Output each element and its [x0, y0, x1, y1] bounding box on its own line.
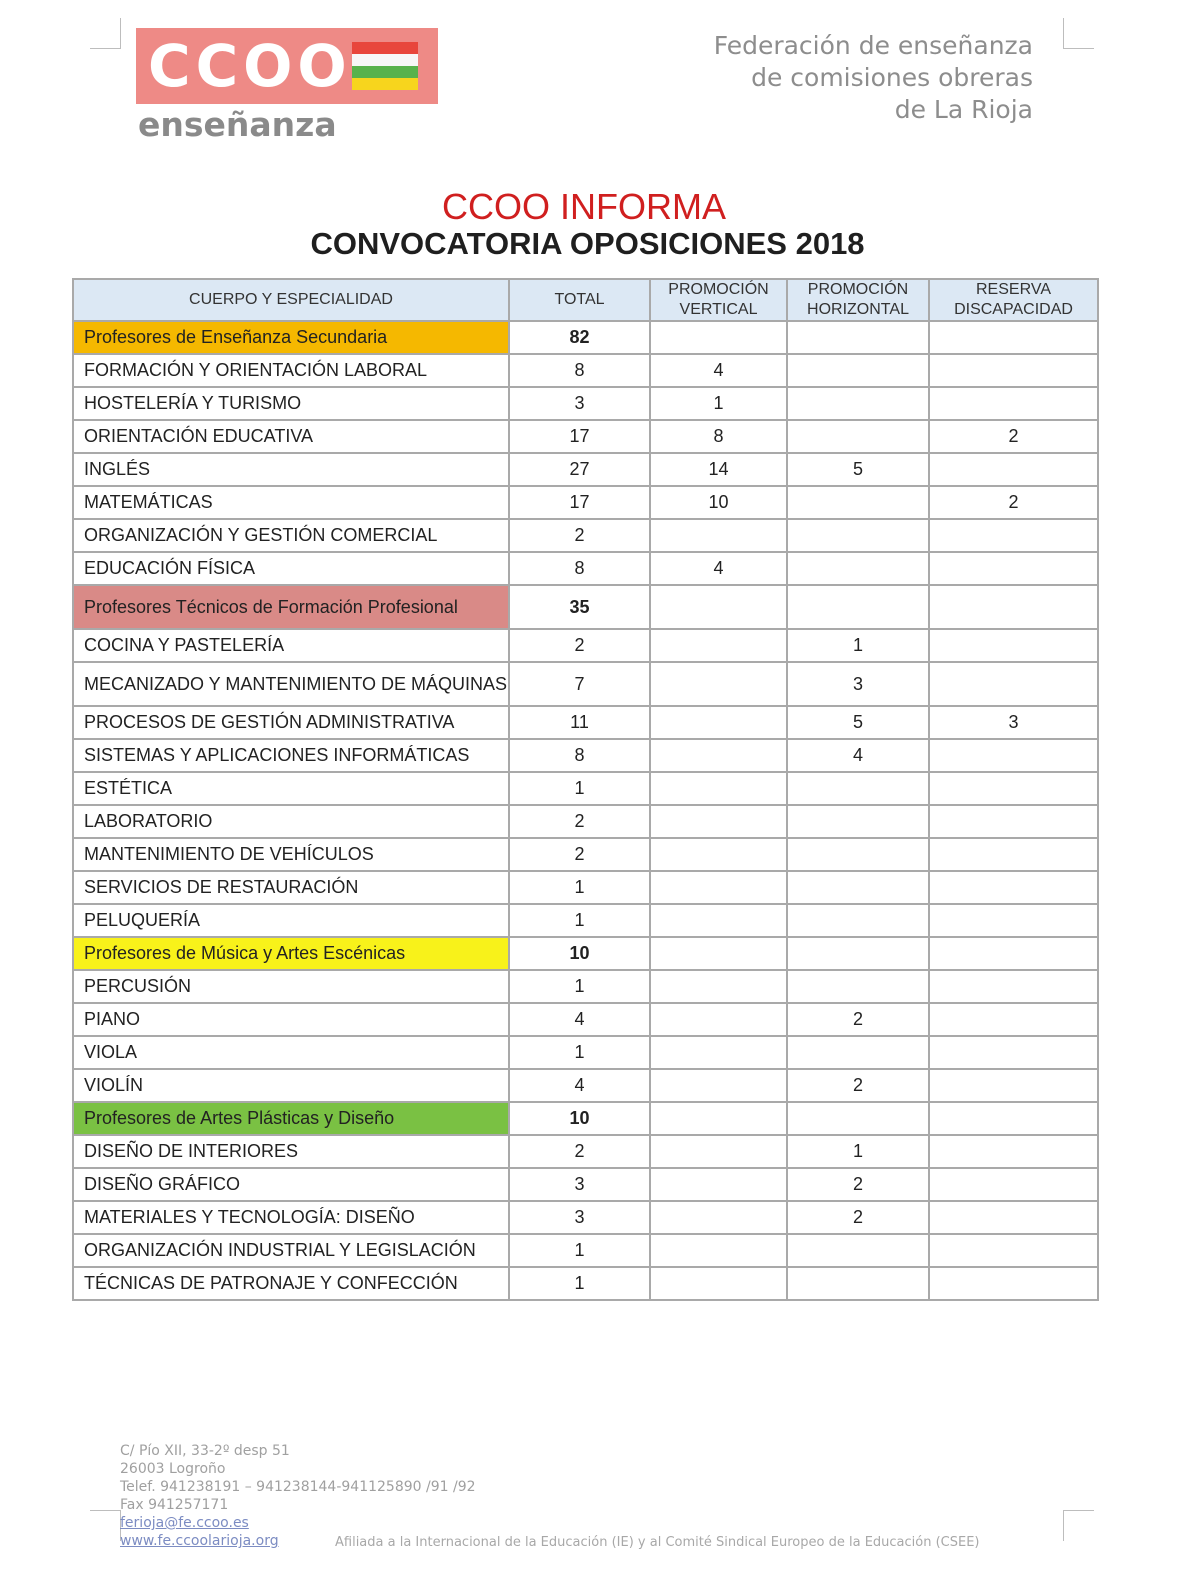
crop-mark-top-left	[90, 18, 121, 49]
cell-especialidad: ORGANIZACIÓN INDUSTRIAL Y LEGISLACIÓN	[73, 1234, 509, 1267]
footer-website-link[interactable]: www.fe.ccoolarioja.org	[120, 1533, 279, 1549]
cell-total: 2	[509, 629, 650, 662]
cell-promocion-vertical	[650, 585, 787, 629]
table-row	[73, 387, 1098, 420]
footer-address-line: C/ Pío XII, 33-2º desp 51	[120, 1443, 290, 1459]
cell-reserva-discapacidad	[929, 772, 1098, 805]
table-row	[73, 1168, 1098, 1201]
cell-reserva-discapacidad	[929, 937, 1098, 970]
oposiciones-table	[72, 278, 1099, 1301]
table-row	[73, 1201, 1098, 1234]
cell-promocion-horizontal	[787, 321, 929, 354]
cell-especialidad: Profesores de Enseñanza Secundaria	[73, 321, 509, 354]
cell-promocion-vertical	[650, 739, 787, 772]
cell-especialidad: PIANO	[73, 1003, 509, 1036]
cell-promocion-vertical	[650, 1135, 787, 1168]
flag-stripe	[352, 66, 418, 78]
table-group-row	[73, 937, 1098, 970]
cell-reserva-discapacidad	[929, 904, 1098, 937]
cell-total: 1	[509, 1267, 650, 1300]
footer-phone: Telef. 941238191 – 941238144-941125890 /91 /92	[120, 1479, 476, 1495]
cell-total: 4	[509, 1003, 650, 1036]
cell-promocion-horizontal	[787, 838, 929, 871]
cell-total: 17	[509, 420, 650, 453]
footer-email-link[interactable]: ferioja@fe.ccoo.es	[120, 1515, 249, 1531]
cell-total: 27	[509, 453, 650, 486]
cell-promocion-horizontal	[787, 1267, 929, 1300]
header-promocion-horizontal: PROMOCIÓN HORIZONTAL	[787, 279, 929, 321]
cell-reserva-discapacidad	[929, 871, 1098, 904]
cell-promocion-horizontal	[787, 387, 929, 420]
cell-promocion-vertical	[650, 1003, 787, 1036]
cell-reserva-discapacidad	[929, 1234, 1098, 1267]
cell-promocion-horizontal	[787, 970, 929, 1003]
header-especialidad: CUERPO Y ESPECIALIDAD	[73, 279, 509, 321]
cell-promocion-horizontal	[787, 420, 929, 453]
cell-especialidad: VIOLA	[73, 1036, 509, 1069]
cell-promocion-vertical	[650, 662, 787, 706]
cell-reserva-discapacidad	[929, 585, 1098, 629]
cell-especialidad: MATEMÁTICAS	[73, 486, 509, 519]
table-row	[73, 1135, 1098, 1168]
logo-text: CCOO	[148, 32, 352, 100]
cell-total: 17	[509, 486, 650, 519]
cell-promocion-horizontal	[787, 772, 929, 805]
header-reserva-discapacidad: RESERVA DISCAPACIDAD	[929, 279, 1098, 321]
cell-promocion-horizontal: 5	[787, 453, 929, 486]
cell-total: 11	[509, 706, 650, 739]
footer-affiliation: Afiliada a la Internacional de la Educación (IE) y al Comité Sindical Europeo de la Educación (CSEE)	[335, 1535, 980, 1550]
cell-total: 3	[509, 1168, 650, 1201]
cell-promocion-horizontal	[787, 937, 929, 970]
table-row	[73, 904, 1098, 937]
cell-total: 4	[509, 1069, 650, 1102]
cell-promocion-vertical	[650, 1234, 787, 1267]
cell-reserva-discapacidad	[929, 1003, 1098, 1036]
cell-especialidad: HOSTELERÍA Y TURISMO	[73, 387, 509, 420]
cell-promocion-horizontal	[787, 519, 929, 552]
cell-reserva-discapacidad: 2	[929, 486, 1098, 519]
table-row	[73, 354, 1098, 387]
cell-promocion-horizontal: 5	[787, 706, 929, 739]
cell-total: 10	[509, 937, 650, 970]
table-row	[73, 519, 1098, 552]
cell-especialidad: MANTENIMIENTO DE VEHÍCULOS	[73, 838, 509, 871]
cell-promocion-vertical	[650, 629, 787, 662]
cell-promocion-horizontal: 3	[787, 662, 929, 706]
cell-promocion-horizontal	[787, 1036, 929, 1069]
cell-promocion-vertical	[650, 838, 787, 871]
cell-promocion-vertical	[650, 871, 787, 904]
crop-mark-top-right	[1063, 18, 1094, 49]
cell-especialidad: LABORATORIO	[73, 805, 509, 838]
flag-stripe	[352, 54, 418, 66]
cell-reserva-discapacidad	[929, 662, 1098, 706]
table-row	[73, 706, 1098, 739]
cell-total: 2	[509, 519, 650, 552]
cell-promocion-vertical: 4	[650, 552, 787, 585]
table-header-row	[73, 279, 1098, 321]
cell-especialidad: Profesores de Música y Artes Escénicas	[73, 937, 509, 970]
cell-especialidad: DISEÑO GRÁFICO	[73, 1168, 509, 1201]
flag-stripe	[352, 42, 418, 54]
cell-promocion-vertical: 4	[650, 354, 787, 387]
table-group-row	[73, 321, 1098, 354]
cell-reserva-discapacidad	[929, 838, 1098, 871]
cell-total: 3	[509, 387, 650, 420]
cell-total: 2	[509, 805, 650, 838]
cell-promocion-vertical	[650, 772, 787, 805]
footer-address-line: 26003 Logroño	[120, 1461, 226, 1477]
cell-reserva-discapacidad	[929, 739, 1098, 772]
cell-promocion-horizontal	[787, 486, 929, 519]
logo-subtitle: enseñanza	[138, 105, 337, 144]
cell-reserva-discapacidad	[929, 1102, 1098, 1135]
cell-reserva-discapacidad	[929, 321, 1098, 354]
cell-especialidad: ORIENTACIÓN EDUCATIVA	[73, 420, 509, 453]
cell-especialidad: COCINA Y PASTELERÍA	[73, 629, 509, 662]
table-row	[73, 486, 1098, 519]
cell-promocion-horizontal: 2	[787, 1168, 929, 1201]
cell-especialidad: VIOLÍN	[73, 1069, 509, 1102]
cell-promocion-vertical	[650, 937, 787, 970]
cell-total: 8	[509, 354, 650, 387]
cell-especialidad: ORGANIZACIÓN Y GESTIÓN COMERCIAL	[73, 519, 509, 552]
cell-total: 7	[509, 662, 650, 706]
cell-total: 1	[509, 1036, 650, 1069]
cell-promocion-vertical: 14	[650, 453, 787, 486]
crop-mark-bottom-right	[1063, 1510, 1094, 1541]
cell-promocion-horizontal: 2	[787, 1003, 929, 1036]
cell-promocion-vertical: 10	[650, 486, 787, 519]
cell-promocion-vertical	[650, 904, 787, 937]
cell-promocion-vertical	[650, 1267, 787, 1300]
cell-total: 2	[509, 838, 650, 871]
flag-stripe	[352, 78, 418, 90]
cell-promocion-horizontal	[787, 805, 929, 838]
cell-promocion-horizontal: 1	[787, 629, 929, 662]
cell-promocion-vertical: 1	[650, 387, 787, 420]
table-row	[73, 453, 1098, 486]
cell-reserva-discapacidad: 3	[929, 706, 1098, 739]
cell-total: 1	[509, 772, 650, 805]
cell-total: 1	[509, 1234, 650, 1267]
cell-promocion-horizontal	[787, 354, 929, 387]
table-row	[73, 662, 1098, 706]
cell-especialidad: EDUCACIÓN FÍSICA	[73, 552, 509, 585]
cell-promocion-vertical	[650, 1102, 787, 1135]
table-group-row	[73, 585, 1098, 629]
table-row	[73, 772, 1098, 805]
cell-reserva-discapacidad	[929, 519, 1098, 552]
cell-reserva-discapacidad	[929, 1267, 1098, 1300]
cell-total: 8	[509, 739, 650, 772]
cell-especialidad: PELUQUERÍA	[73, 904, 509, 937]
cell-reserva-discapacidad	[929, 453, 1098, 486]
cell-total: 10	[509, 1102, 650, 1135]
cell-especialidad: SISTEMAS Y APLICACIONES INFORMÁTICAS	[73, 739, 509, 772]
cell-promocion-horizontal	[787, 904, 929, 937]
table-row	[73, 552, 1098, 585]
cell-promocion-vertical: 8	[650, 420, 787, 453]
cell-especialidad: TÉCNICAS DE PATRONAJE Y CONFECCIÓN	[73, 1267, 509, 1300]
cell-especialidad: INGLÉS	[73, 453, 509, 486]
header-promocion-vertical: PROMOCIÓN VERTICAL	[650, 279, 787, 321]
cell-especialidad: ESTÉTICA	[73, 772, 509, 805]
federation-line: de comisiones obreras	[751, 63, 1033, 92]
cell-promocion-horizontal	[787, 585, 929, 629]
cell-reserva-discapacidad	[929, 1036, 1098, 1069]
cell-promocion-vertical	[650, 321, 787, 354]
table-row	[73, 871, 1098, 904]
page-subtitle: CONVOCATORIA OPOSICIONES 2018	[310, 226, 865, 261]
cell-promocion-horizontal: 4	[787, 739, 929, 772]
federation-line: de La Rioja	[894, 95, 1033, 124]
cell-especialidad: MATERIALES Y TECNOLOGÍA: DISEÑO	[73, 1201, 509, 1234]
cell-especialidad: FORMACIÓN Y ORIENTACIÓN LABORAL	[73, 354, 509, 387]
table-row	[73, 1234, 1098, 1267]
cell-reserva-discapacidad	[929, 1201, 1098, 1234]
cell-total: 1	[509, 871, 650, 904]
page-title: CCOO INFORMA	[442, 186, 726, 227]
cell-especialidad: MECANIZADO Y MANTENIMIENTO DE MÁQUINAS	[73, 662, 509, 706]
cell-reserva-discapacidad: 2	[929, 420, 1098, 453]
cell-promocion-horizontal	[787, 552, 929, 585]
cell-total: 82	[509, 321, 650, 354]
federation-name	[714, 30, 1033, 126]
cell-promocion-horizontal	[787, 1234, 929, 1267]
table-row	[73, 970, 1098, 1003]
cell-promocion-vertical	[650, 706, 787, 739]
cell-promocion-vertical	[650, 1168, 787, 1201]
cell-reserva-discapacidad	[929, 629, 1098, 662]
cell-total: 8	[509, 552, 650, 585]
cell-reserva-discapacidad	[929, 1135, 1098, 1168]
table-row	[73, 739, 1098, 772]
table-row	[73, 805, 1098, 838]
table-row	[73, 1003, 1098, 1036]
cell-reserva-discapacidad	[929, 354, 1098, 387]
cell-total: 2	[509, 1135, 650, 1168]
table-group-row	[73, 1102, 1098, 1135]
cell-especialidad: DISEÑO DE INTERIORES	[73, 1135, 509, 1168]
cell-especialidad: PROCESOS DE GESTIÓN ADMINISTRATIVA	[73, 706, 509, 739]
cell-promocion-vertical	[650, 1069, 787, 1102]
cell-promocion-horizontal: 2	[787, 1201, 929, 1234]
cell-promocion-horizontal	[787, 871, 929, 904]
cell-promocion-horizontal	[787, 1102, 929, 1135]
cell-promocion-vertical	[650, 519, 787, 552]
cell-especialidad: Profesores de Artes Plásticas y Diseño	[73, 1102, 509, 1135]
cell-reserva-discapacidad	[929, 1069, 1098, 1102]
cell-especialidad: SERVICIOS DE RESTAURACIÓN	[73, 871, 509, 904]
cell-promocion-vertical	[650, 805, 787, 838]
cell-reserva-discapacidad	[929, 387, 1098, 420]
la-rioja-flag-icon	[352, 42, 418, 90]
cell-reserva-discapacidad	[929, 1168, 1098, 1201]
ccoo-logo	[136, 28, 438, 104]
table-row	[73, 629, 1098, 662]
cell-promocion-vertical	[650, 1201, 787, 1234]
cell-promocion-vertical	[650, 1036, 787, 1069]
cell-especialidad: PERCUSIÓN	[73, 970, 509, 1003]
cell-reserva-discapacidad	[929, 805, 1098, 838]
table-row	[73, 1267, 1098, 1300]
cell-total: 3	[509, 1201, 650, 1234]
cell-especialidad: Profesores Técnicos de Formación Profesional	[73, 585, 509, 629]
cell-promocion-horizontal: 2	[787, 1069, 929, 1102]
crop-mark-bottom-left	[90, 1510, 121, 1541]
cell-reserva-discapacidad	[929, 552, 1098, 585]
table-row	[73, 838, 1098, 871]
federation-line: Federación de enseñanza	[713, 31, 1033, 60]
cell-promocion-vertical	[650, 970, 787, 1003]
cell-total: 1	[509, 904, 650, 937]
cell-total: 1	[509, 970, 650, 1003]
table-row	[73, 1069, 1098, 1102]
cell-promocion-horizontal: 1	[787, 1135, 929, 1168]
header-total: TOTAL	[509, 279, 650, 321]
table-row	[73, 1036, 1098, 1069]
footer-contact	[120, 1442, 476, 1550]
table-row	[73, 420, 1098, 453]
footer-fax: Fax 941257171	[120, 1497, 229, 1513]
cell-total: 35	[509, 585, 650, 629]
cell-reserva-discapacidad	[929, 970, 1098, 1003]
